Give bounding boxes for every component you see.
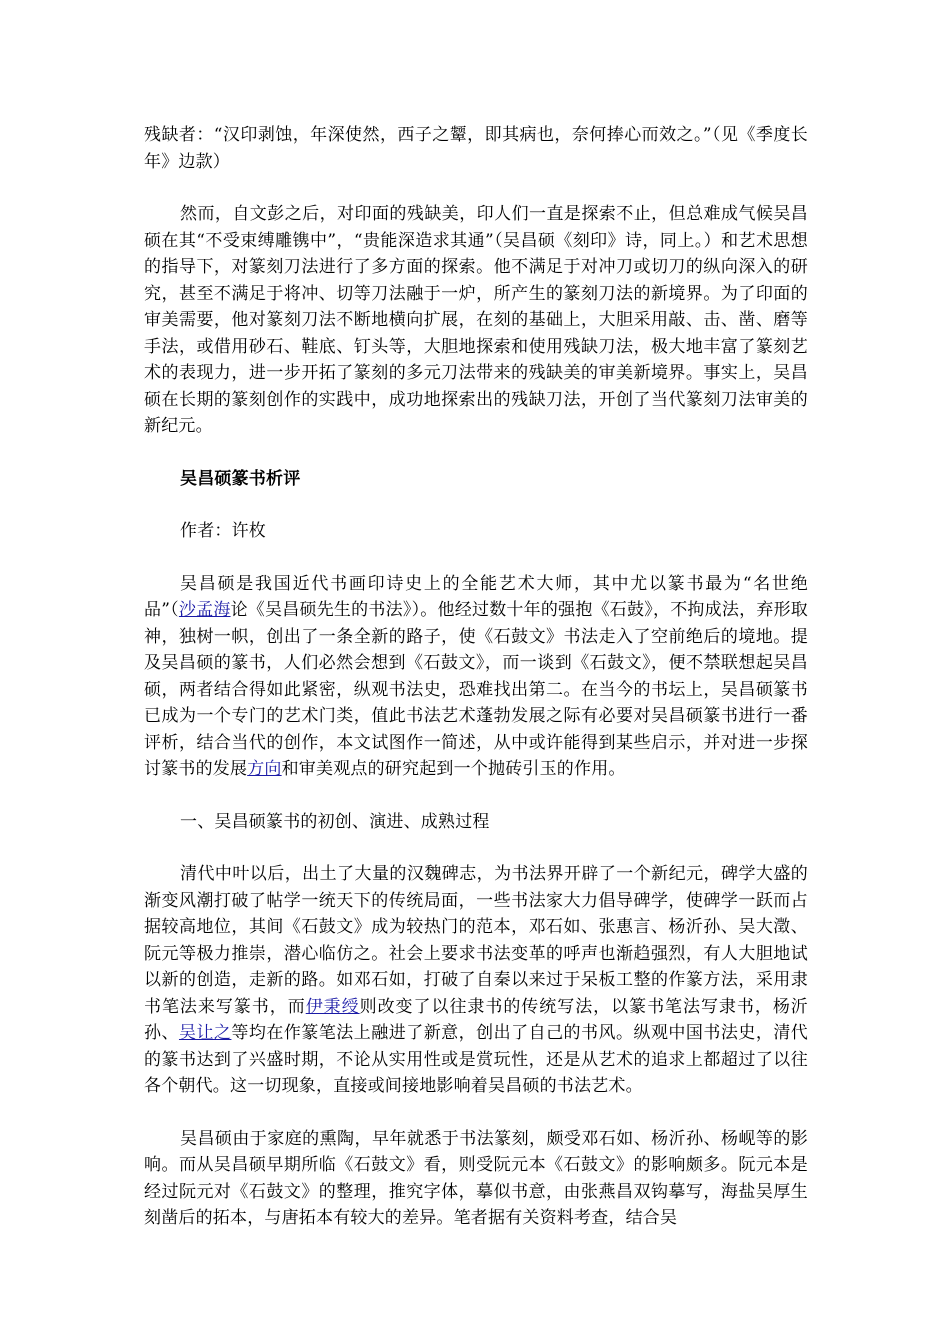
text-segment: 论《吴昌硕先生的书法》）。他经过数十年的强抱《石鼓》，不拘成法，弃形取神，独树一帜，创出了一条全新的路子，使《石鼓文》书法走入了空前绝后的境地。提及吴昌硕的篆书，人们必然会想到《石鼓文》，而一谈到《石鼓文》，便不禁联想起吴昌硕，两者结合得如此紧密，纵观书法史，恐难找出第二。在当今的书坛上，吴昌硕篆书已成为一个专门的艺术门类，值此书法艺术蓬勃发展之际有必要对吴昌硕篆书进行一番评析，结合当代的创作，本文试图作一简述，从中或许能得到某些启示，并对进一步探讨篆书的发展	[144, 600, 808, 779]
paragraph-early-influence: 吴昌硕由于家庭的熏陶，早年就悉于书法篆刻，颇受邓石如、杨沂孙、杨岘等的影响。而从吴昌硕早期所临《石鼓文》看，则受阮元本《石鼓文》的影响颇多。阮元本是经过阮元对《石鼓文》的整理，推究字体，摹似书意，由张燕昌双钩摹写，海盐吴厚生刻凿后的拓本，与唐拓本有较大的差异。笔者据有关资料考查，结合吴	[144, 1128, 808, 1228]
link-wu-rangzhi[interactable]: 吴让之	[178, 1023, 232, 1043]
paragraph-qing-background	[144, 861, 808, 1100]
text-segment: 吴昌硕是我国近代书画印诗史上的全能艺术大师，其中尤以篆书最为“名世绝品”（	[144, 573, 808, 620]
paragraph-carving-technique: 然而，自文彭之后，对印面的残缺美，印人们一直是探索不止，但总难成气候吴昌硕在其“不受束缚雕镌中”，“贵能深造求其通”（吴昌硕《刻印》诗，同上。）和艺术思想的指导下，对篆刻刀法进行了多方面的探索。他不满足于对冲刀或切刀的纵向深入的研究，甚至不满足于将冲、切等刀法融于一炉，所产生的篆刻刀法的新境界。为了印面的审美需要，他对篆刻刀法不断地横向扩展，在刻的基础上，大胆采用敲、击、凿、磨等手法，或借用砂石、鞋底、钉头等，大胆地探索和使用残缺刀法，极大地丰富了篆刻艺术的表现力，进一步开拓了篆刻的多元刀法带来的残缺美的审美新境界。事实上，吴昌硕在长期的篆刻创作的实践中，成功地探索出的残缺刀法，开创了当代篆刻刀法审美的新纪元。	[144, 204, 808, 436]
text-segment: 则改变了以往隶书的传统写法，以篆书笔法写隶书，杨沂孙、	[144, 996, 808, 1043]
paragraph-introduction	[144, 571, 808, 783]
text-segment: 和审美观点的研究起到一个抛砖引玉的作用。	[281, 759, 626, 779]
text-segment: 清代中叶以后，出土了大量的汉魏碑志，为书法界开辟了一个新纪元，碑学大盛的渐变风潮打破了帖学一统天下的传统局面，一些书法家大力倡导碑学，使碑学一跃而占据较高地位，其间《石鼓文》成为较热门的范本，邓石如、张惠言、杨沂孙、吴大澂、阮元等极力推崇，潜心临仿之。社会上要求书法变革的呼声也渐趋强烈，有人大胆地试以新的创造，走新的路。如邓石如，打破了自秦以来过于呆板工整的作篆方法，采用隶书笔法来写篆书，而	[144, 864, 808, 1017]
document-body	[144, 122, 808, 1232]
article-author: 作者：许枚	[180, 521, 266, 541]
paragraph-intro-quote: 残缺者：“汉印剥蚀，年深使然，西子之颦，即其病也，奈何捧心而效之。”（见《季度长年》边款）	[144, 125, 808, 172]
text-segment: 等均在作篆笔法上融进了新意，创出了自己的书风。纵观中国书法史，清代的篆书达到了兴盛时期，不论从实用性或是赏玩性，还是从艺术的追求上都超过了以往各个朝代。这一切现象，直接或间接地影响着吴昌硕的书法艺术。	[144, 1023, 808, 1096]
link-sha-menghai[interactable]: 沙孟海	[178, 600, 231, 620]
link-yi-bingshou[interactable]: 伊秉绶	[305, 996, 360, 1017]
section-heading-1: 一、吴昌硕篆书的初创、演进、成熟过程	[180, 811, 490, 832]
article-title: 吴昌硕篆书析评	[180, 468, 301, 489]
link-direction[interactable]: 方向	[247, 759, 282, 779]
